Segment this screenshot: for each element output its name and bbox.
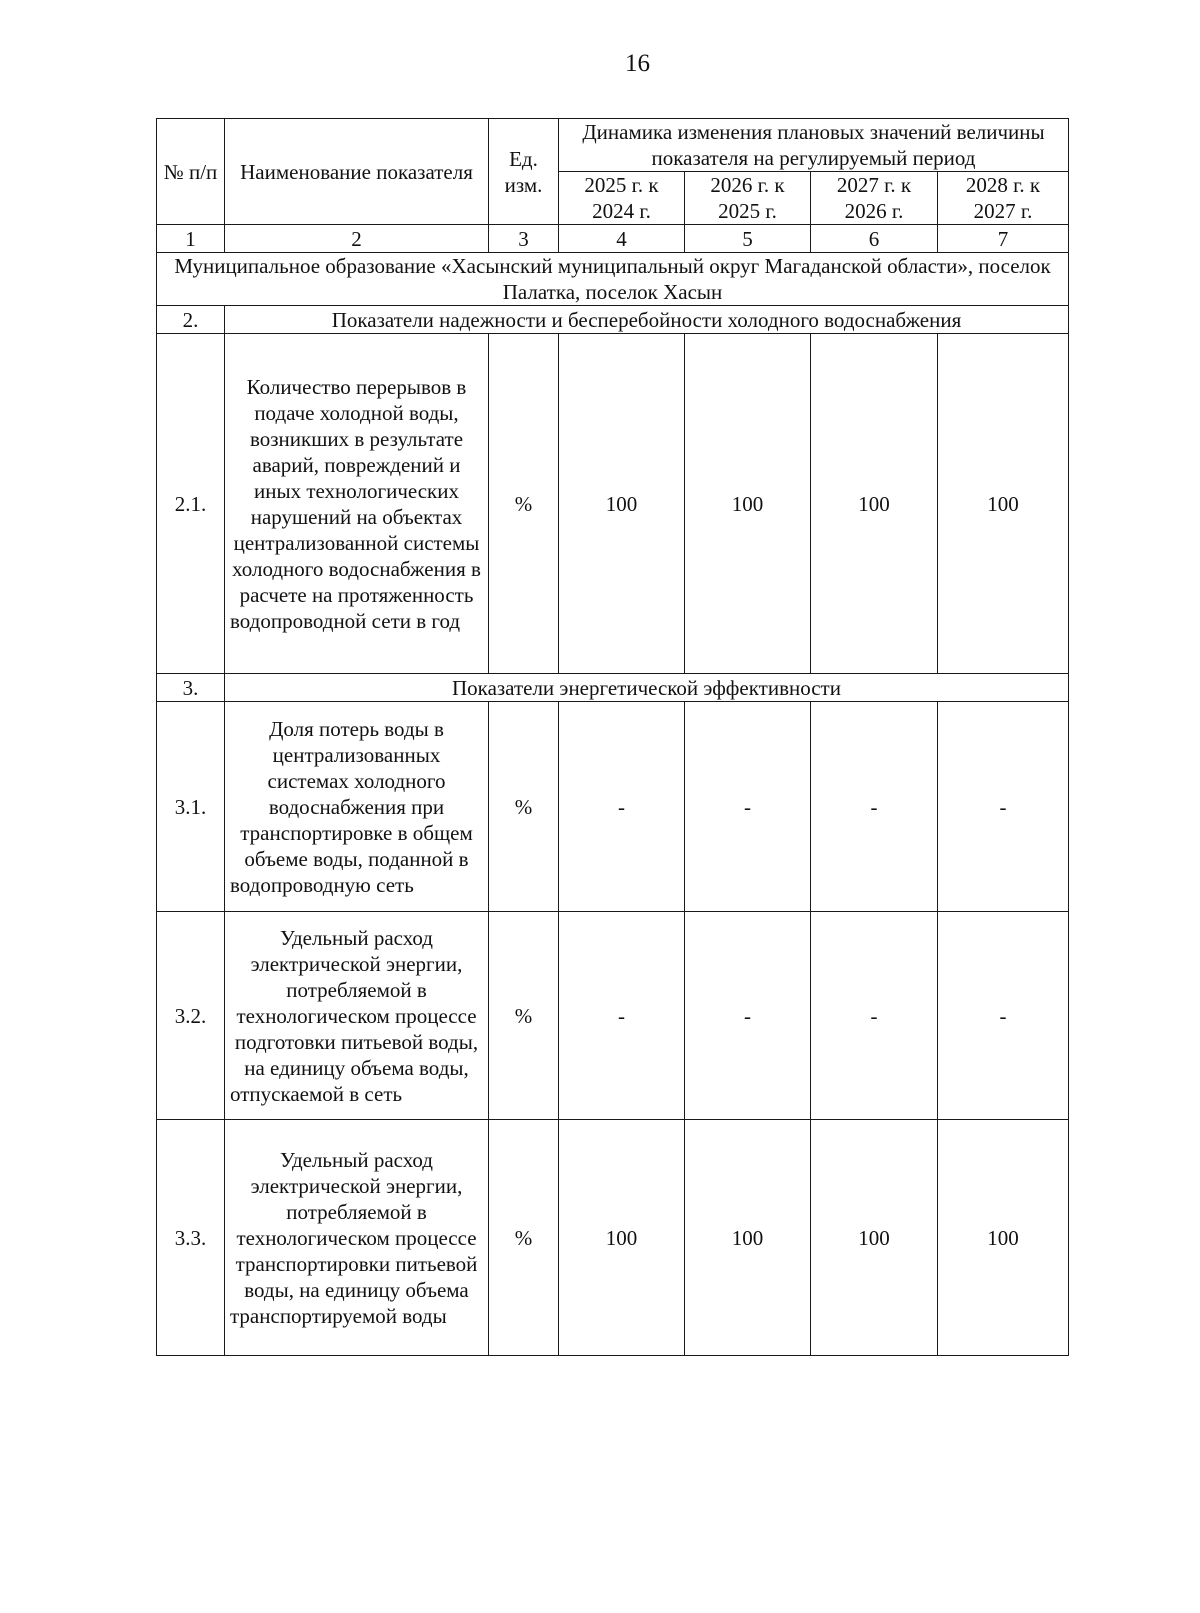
row-value: 100 xyxy=(559,1120,685,1356)
header-dynamics: Динамика изменения плановых значений величины показателя на регулируемый период xyxy=(559,119,1069,172)
header-year: 2026 г. к 2025 г. xyxy=(685,172,811,225)
row-number: 3.2. xyxy=(157,912,225,1120)
row-number: 3.1. xyxy=(157,702,225,912)
section-title: Показатели надежности и бесперебойности холодного водоснабжения xyxy=(225,306,1069,334)
row-name xyxy=(225,702,489,912)
table-row xyxy=(157,702,1069,912)
municipality-row xyxy=(157,253,1069,306)
row-value: 100 xyxy=(685,1120,811,1356)
row-value: - xyxy=(685,702,811,912)
indicators-table xyxy=(156,118,1069,1356)
row-value: 100 xyxy=(559,334,685,674)
row-value: - xyxy=(559,912,685,1120)
row-value: - xyxy=(938,702,1069,912)
row-value: 100 xyxy=(811,1120,938,1356)
page-number: 16 xyxy=(625,50,650,77)
header-year: 2025 г. к 2024 г. xyxy=(559,172,685,225)
column-number: 4 xyxy=(559,225,685,253)
header-no: № п/п xyxy=(157,119,225,225)
column-number: 3 xyxy=(489,225,559,253)
row-unit: % xyxy=(489,334,559,674)
municipality-title: Муниципальное образование «Хасынский муниципальный округ Магаданской области», поселок Палатка, поселок Хасын xyxy=(157,253,1069,306)
section-title: Показатели энергетической эффективности xyxy=(225,674,1069,702)
column-number: 6 xyxy=(811,225,938,253)
row-value: 100 xyxy=(811,334,938,674)
section-number: 3. xyxy=(157,674,225,702)
section-number: 2. xyxy=(157,306,225,334)
header-unit: Ед. изм. xyxy=(489,119,559,225)
column-number: 2 xyxy=(225,225,489,253)
header-row xyxy=(157,119,1069,172)
row-value: - xyxy=(685,912,811,1120)
row-number: 2.1. xyxy=(157,334,225,674)
row-value: - xyxy=(938,912,1069,1120)
header-year: 2027 г. к 2026 г. xyxy=(811,172,938,225)
row-name-text: Количество перерывов в подаче холодной воды, возникших в результате аварий, повреждений и иных технологических нарушений на объектах централизованной системы холодного водоснабжения в расчете на протяженность водопроводной сети в год xyxy=(230,374,481,633)
row-unit: % xyxy=(489,1120,559,1356)
row-name-text: Удельный расход электрической энергии, потребляемой в технологическом процессе подготовки питьевой воды, на единицу объема воды, отпускаемой в сеть xyxy=(230,925,479,1106)
row-value: 100 xyxy=(938,1120,1069,1356)
row-value: 100 xyxy=(685,334,811,674)
row-value: 100 xyxy=(938,334,1069,674)
row-name xyxy=(225,334,489,674)
table-row xyxy=(157,1120,1069,1356)
row-name-text: Удельный расход электрической энергии, потребляемой в технологическом процессе транспортировки питьевой воды, на единицу объема транспортируемой воды xyxy=(230,1147,478,1328)
table-row xyxy=(157,334,1069,674)
header-name: Наименование показателя xyxy=(225,119,489,225)
row-unit: % xyxy=(489,912,559,1120)
row-value: - xyxy=(811,912,938,1120)
row-name-text: Доля потерь воды в централизованных системах холодного водоснабжения при транспортировке в общем объеме воды, поданной в водопроводную сеть xyxy=(230,716,473,897)
row-name xyxy=(225,1120,489,1356)
column-numbers-row xyxy=(157,225,1069,253)
column-number: 5 xyxy=(685,225,811,253)
column-number: 7 xyxy=(938,225,1069,253)
section-row xyxy=(157,306,1069,334)
row-value: - xyxy=(811,702,938,912)
row-number: 3.3. xyxy=(157,1120,225,1356)
header-year: 2028 г. к 2027 г. xyxy=(938,172,1069,225)
column-number: 1 xyxy=(157,225,225,253)
row-value: - xyxy=(559,702,685,912)
row-unit: % xyxy=(489,702,559,912)
section-row xyxy=(157,674,1069,702)
row-name xyxy=(225,912,489,1120)
table-row xyxy=(157,912,1069,1120)
